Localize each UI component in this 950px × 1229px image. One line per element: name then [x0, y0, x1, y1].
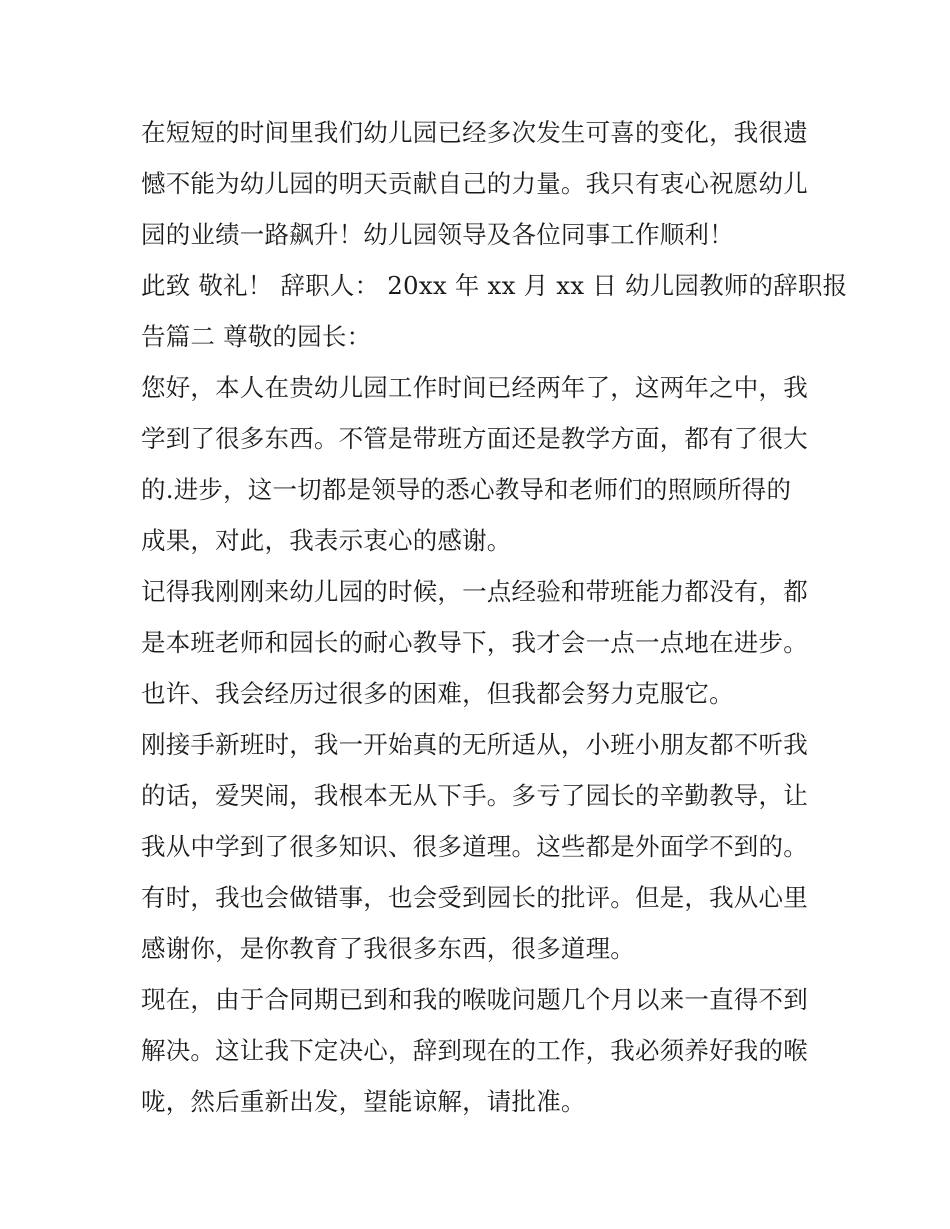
text-line-12: 也许、我会经历过很多的困难，但我都会努力克服它。: [141, 679, 734, 708]
text-line-5: 告篇二 尊敬的园长：: [141, 322, 372, 351]
text-line-3: 园的业绩一路飙升！幼儿园领导及各位同事工作顺利！: [141, 220, 734, 249]
text-line-19: 解决。这让我下定决心，辞到现在的工作，我必须养好我的喉: [141, 1036, 808, 1065]
text-line-13: 刚接手新班时，我一开始真的无所适从，小班小朋友都不听我: [141, 730, 808, 759]
text-line-17: 感谢你，是你教育了我很多东西，很多道理。: [141, 934, 635, 963]
text-line-6: 您好，本人在贵幼儿园工作时间已经两年了，这两年之中，我: [141, 373, 808, 402]
text-line-9: 成果，对此，我表示衷心的感谢。: [141, 526, 512, 555]
text-line-11: 是本班老师和园长的耐心教导下，我才会一点一点地在进步。: [141, 628, 808, 657]
text-line-15: 我从中学到了很多知识、很多道理。这些都是外面学不到的。: [141, 832, 808, 861]
text-line-7: 学到了很多东西。不管是带班方面还是教学方面，都有了很大: [141, 424, 808, 453]
text-line-1: 在短短的时间里我们幼儿园已经多次发生可喜的变化，我很遗: [141, 118, 808, 147]
document-body: [141, 107, 848, 1127]
text-line-10: 记得我刚刚来幼儿园的时候，一点经验和带班能力都没有，都: [141, 577, 808, 606]
text-line-20: 咙，然后重新出发，望能谅解，请批准。: [141, 1087, 586, 1116]
text-line-16: 有时，我也会做错事，也会受到园长的批评。但是，我从心里: [141, 883, 808, 912]
text-line-8: 的.进步，这一切都是领导的悉心教导和老师们的照顾所得的: [141, 475, 792, 504]
text-line-18: 现在，由于合同期已到和我的喉咙问题几个月以来一直得不到: [141, 985, 808, 1014]
text-line-2: 憾不能为幼儿园的明天贡献自己的力量。我只有衷心祝愿幼儿: [141, 169, 808, 198]
text-line-14: 的话，爱哭闹，我根本无从下手。多亏了园长的辛勤教导，让: [141, 781, 808, 810]
text-line-4: 此致 敬礼！ 辞职人： 20xx 年 xx 月 xx 日 幼儿园教师的辞职报: [141, 271, 848, 300]
